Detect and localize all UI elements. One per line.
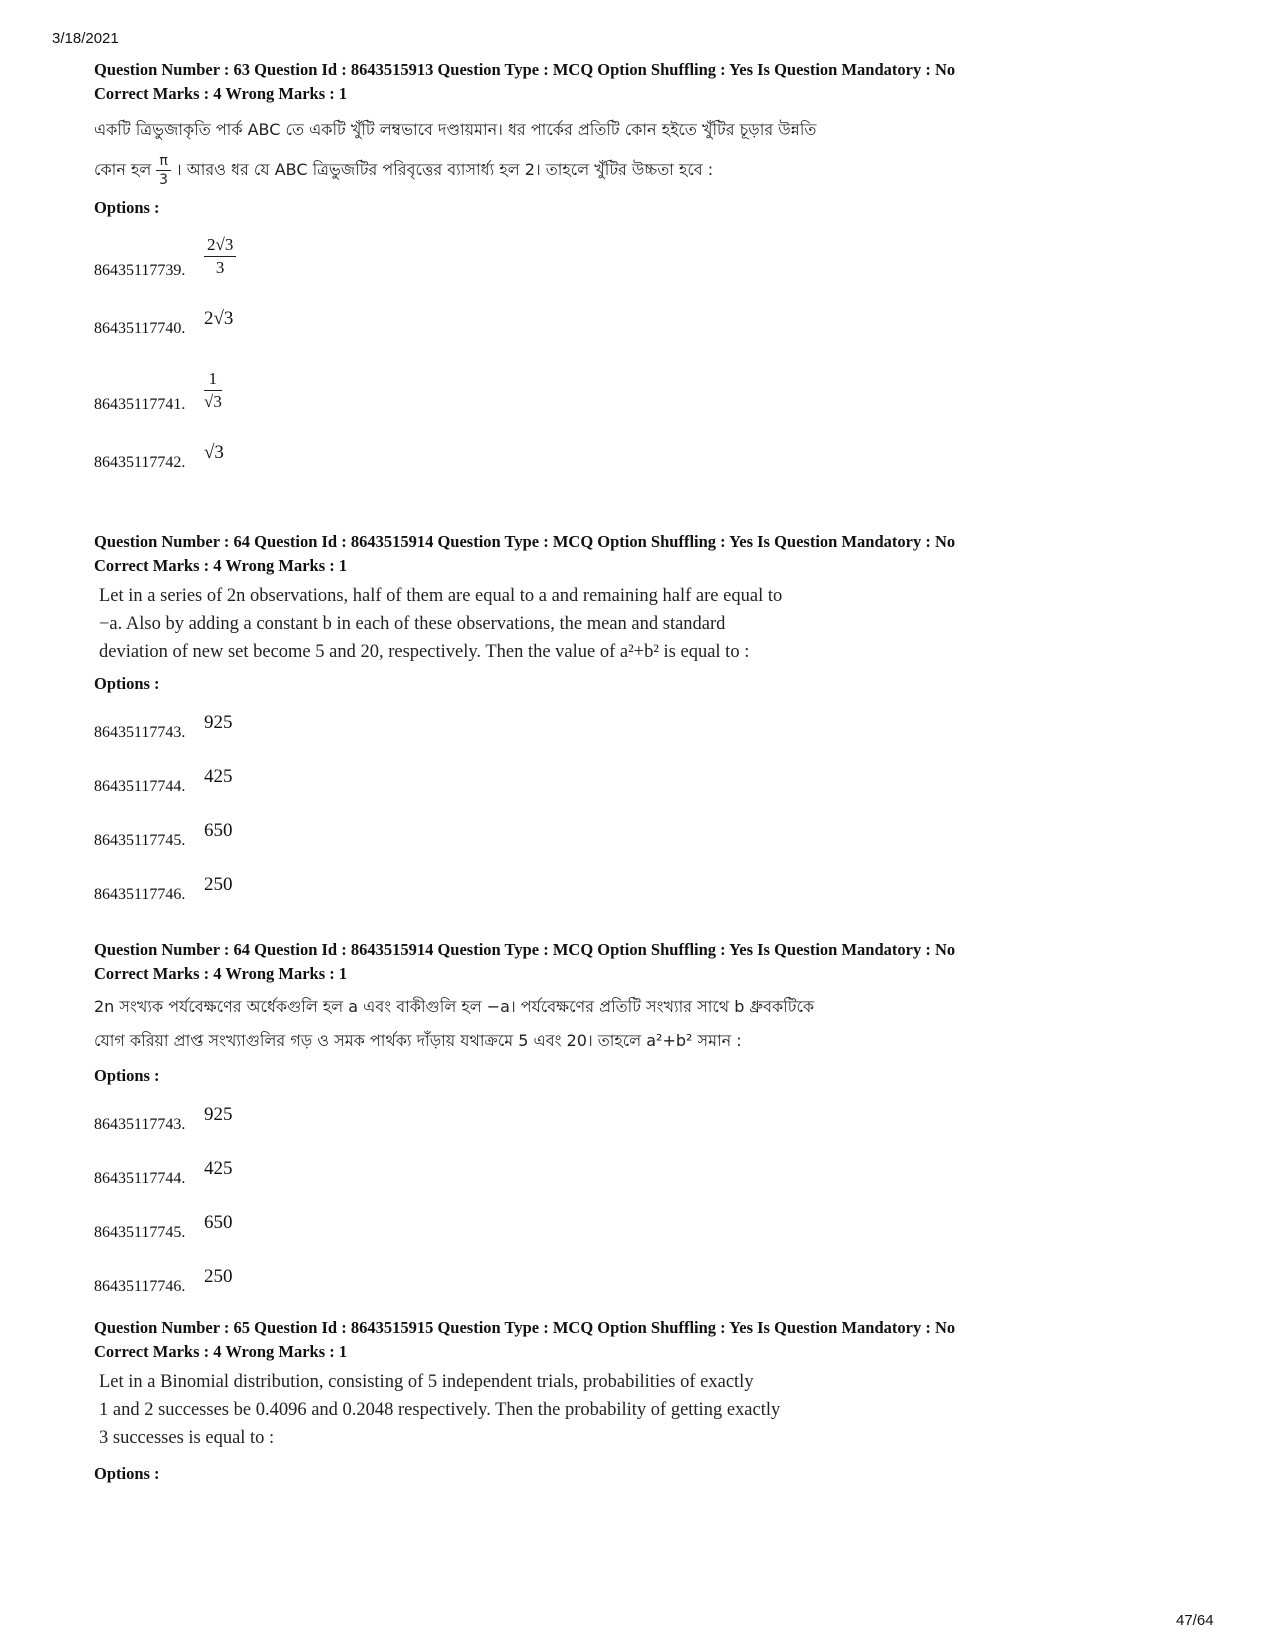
option-value: 650 [204, 1212, 233, 1233]
question-header: Question Number : 64 Question Id : 8643515914 Question Type : MCQ Option Shuffling : Yes Is Question Mandatory : No [94, 532, 956, 551]
option-row [94, 804, 1214, 858]
question-text-line: deviation of new set become 5 and 20, respectively. Then the value of a²+b² is equal to : [99, 642, 750, 662]
question-text [94, 110, 1214, 190]
option-id: 86435117745. [94, 832, 186, 849]
question-text-line: −a. Also by adding a constant b in each of these observations, the mean and standard [99, 614, 726, 634]
fraction-numerator: 2√3 [204, 235, 236, 257]
marks-line: Correct Marks : 4 Wrong Marks : 1 [94, 1342, 348, 1361]
fraction-denominator: 3 [159, 172, 169, 188]
option-row [94, 288, 1214, 346]
question-text-line: যোগ করিয়া প্রাপ্ত সংখ্যাগুলির গড় ও সমক পার্থক্য দাঁড়ায় যথাক্রমে 5 এবং 20। তাহলে a²+b² সমান : [94, 1031, 742, 1050]
option-id: 86435117742. [94, 454, 186, 471]
option-row [94, 1250, 1214, 1304]
option-id: 86435117744. [94, 1170, 186, 1187]
option-row [94, 1196, 1214, 1250]
question-header: Question Number : 65 Question Id : 8643515915 Question Type : MCQ Option Shuffling : Yes Is Question Mandatory : No [94, 1318, 956, 1337]
question-text-line: একটি ত্রিভুজাকৃতি পার্ক ABC তে একটি খুঁটি লম্বভাবে দণ্ডায়মান। ধর পার্কের প্রতিটি কোন হইতে খুঁটির চূড়ার উন্নতি [94, 120, 817, 139]
options-label: Options : [94, 674, 160, 693]
fraction-denominator: √3 [204, 392, 222, 411]
fraction-numerator: 1 [204, 369, 222, 391]
question-text-fragment: । আরও ধর যে ABC ত্রিভুজটির পরিবৃত্তের ব্যাসার্ধ্য হল 2। তাহলে খুঁটির উচ্চতা হবে : [175, 160, 714, 179]
question-block [94, 938, 1214, 1304]
option-row [94, 1088, 1214, 1142]
page-number: 47/64 [1176, 1612, 1214, 1629]
option-row [94, 422, 1214, 480]
marks-line: Correct Marks : 4 Wrong Marks : 1 [94, 964, 348, 983]
option-id: 86435117743. [94, 724, 186, 741]
question-block [94, 58, 1214, 480]
question-text-line: Let in a series of 2n observations, half of them are equal to a and remaining half are equal to [99, 586, 783, 606]
question-text-fragment: কোন হল [94, 160, 152, 179]
question-text [94, 990, 1214, 1058]
option-value: √3 [204, 442, 224, 463]
option-value: 925 [204, 712, 233, 733]
option-value: 250 [204, 874, 233, 895]
marks-line: Correct Marks : 4 Wrong Marks : 1 [94, 84, 348, 103]
option-id: 86435117739. [94, 262, 186, 279]
fraction [156, 153, 170, 188]
option-id: 86435117743. [94, 1116, 186, 1133]
option-id: 86435117746. [94, 1278, 186, 1295]
option-row [94, 750, 1214, 804]
question-block [94, 1316, 1214, 1486]
fraction [204, 235, 236, 278]
question-text-line: 2n সংখ্যক পর্যবেক্ষণের অর্ধেকগুলি হল a এবং বাকীগুলি হল −a। পর্যবেক্ষণের প্রতিটি সংখ্যার সাথে b ধ্রুবকটিকে [94, 997, 815, 1016]
marks-line: Correct Marks : 4 Wrong Marks : 1 [94, 556, 348, 575]
option-value: 250 [204, 1266, 233, 1287]
option-id: 86435117741. [94, 396, 186, 413]
question-text-line [94, 150, 1214, 190]
option-value [204, 235, 236, 278]
fraction-numerator: π [156, 153, 170, 171]
question-text [94, 582, 1214, 666]
question-text-line: 3 successes is equal to : [99, 1428, 275, 1448]
options-label: Options : [94, 1066, 160, 1085]
question-text-line: Let in a Binomial distribution, consisting of 5 independent trials, probabilities of exactly [99, 1372, 754, 1392]
option-id: 86435117740. [94, 320, 186, 337]
options-label: Options : [94, 1464, 160, 1483]
fraction [204, 369, 222, 412]
option-value: 650 [204, 820, 233, 841]
question-header: Question Number : 63 Question Id : 8643515913 Question Type : MCQ Option Shuffling : Yes Is Question Mandatory : No [94, 60, 956, 79]
option-row [94, 346, 1214, 422]
fraction-denominator: 3 [215, 258, 225, 277]
question-text [94, 1368, 1214, 1452]
options-label: Options : [94, 198, 160, 217]
option-row [94, 1142, 1214, 1196]
option-value: 425 [204, 766, 233, 787]
question-header: Question Number : 64 Question Id : 8643515914 Question Type : MCQ Option Shuffling : Yes Is Question Mandatory : No [94, 940, 956, 959]
option-row [94, 220, 1214, 288]
question-text-line: 1 and 2 successes be 0.4096 and 0.2048 respectively. Then the probability of getting exactly [99, 1400, 781, 1420]
option-value: 925 [204, 1104, 233, 1125]
option-id: 86435117744. [94, 778, 186, 795]
option-value: 2√3 [204, 308, 234, 329]
option-value [204, 369, 222, 412]
question-block [94, 530, 1214, 912]
option-row [94, 858, 1214, 912]
option-value: 425 [204, 1158, 233, 1179]
option-id: 86435117745. [94, 1224, 186, 1241]
option-row [94, 696, 1214, 750]
option-id: 86435117746. [94, 886, 186, 903]
print-date: 3/18/2021 [52, 30, 119, 47]
